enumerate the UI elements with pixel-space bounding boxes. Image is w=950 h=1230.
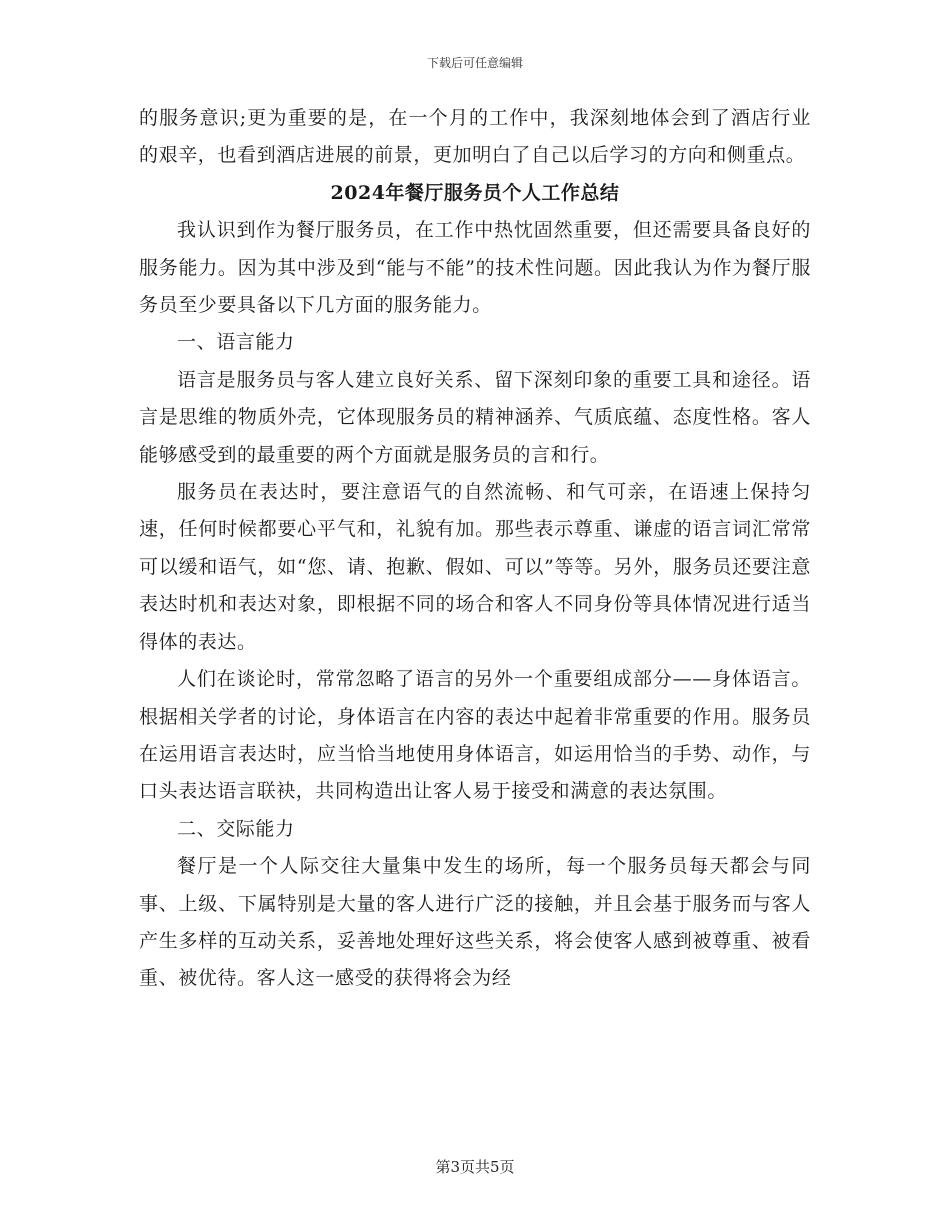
document-body xyxy=(139,100,811,998)
paragraph-language-2: 服务员在表达时，要注意语气的自然流畅、和气可亲，在语速上保持匀速，任何时候都要心平气和，礼貌有加。那些表示尊重、谦虚的语言词汇常常可以缓和语气，如“您、请、抱歉、假如、可以”等等。另外，服务员还要注意表达时机和表达对象，即根据不同的场合和客人不同身份等具体情况进行适当得体的表达。 xyxy=(139,481,811,653)
paragraph-language-1: 语言是服务员与客人建立良好关系、留下深刻印象的重要工具和途径。语言是思维的物质外壳，它体现服务员的精神涵养、气质底蕴、态度性格。客人能够感受到的最重要的两个方面就是服务员的言和行。 xyxy=(139,368,811,466)
page-number: 第3页共5页 xyxy=(435,1158,515,1176)
paragraph-social: 餐厅是一个人际交往大量集中发生的场所，每一个服务员每天都会与同事、上级、下属特别是大量的客人进行广泛的接触，并且会基于服务而与客人产生多样的互动关系，妥善地处理好这些关系，将会使客人感到被尊重、被看重、被优待。客人这一感受的获得将会为经 xyxy=(139,855,811,990)
section-heading-language: 一、语言能力 xyxy=(177,331,295,354)
header-note: 下载后可任意编辑 xyxy=(426,56,523,70)
continuation-paragraph: 的服务意识;更为重要的是，在一个月的工作中，我深刻地体会到了酒店行业的艰辛，也看到酒店进展的前景，更加明白了自己以后学习的方向和侧重点。 xyxy=(139,107,811,167)
paragraph-body-language: 人们在谈论时，常常忽略了语言的另外一个重要组成部分——身体语言。根据相关学者的讨论，身体语言在内容的表达中起着非常重要的作用。服务员在运用语言表达时，应当恰当地使用身体语言，如运用恰当的手势、动作，与口头表达语言联袂，共同构造出让客人易于接受和满意的表达氛围。 xyxy=(139,668,811,803)
paragraph-intro: 我认识到作为餐厅服务员，在工作中热忱固然重要，但还需要具备良好的服务能力。因为其中涉及到“能与不能”的技术性问题。因此我认为作为餐厅服务员至少要具备以下几方面的服务能力。 xyxy=(139,219,811,317)
document-title: 2024年餐厅服务员个人工作总结 xyxy=(330,181,620,204)
section-heading-social: 二、交际能力 xyxy=(177,817,295,840)
